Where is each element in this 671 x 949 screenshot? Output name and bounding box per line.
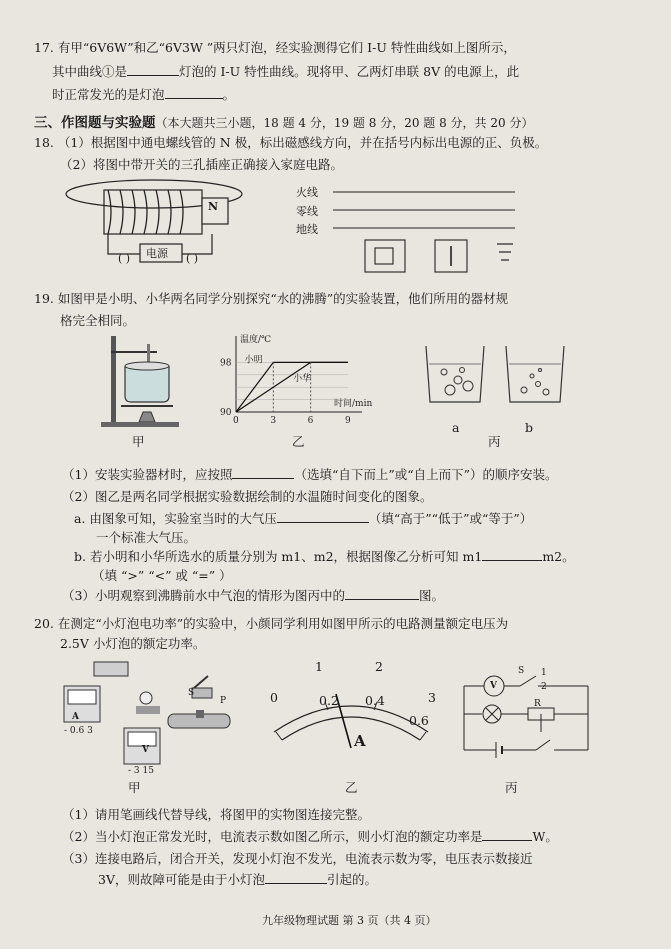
left-bracket[interactable]: ( ) <box>118 252 131 265</box>
q18-line2: （2）将图中带开关的三孔插座正确接入家庭电路。 <box>60 157 343 172</box>
q19-sub2: （2）图乙是两名同学根据实验数据绘制的水温随时间变化的图象。 <box>62 489 433 504</box>
q20-sub2: （2）当小灯泡正常发光时，电流表示数如图乙所示，则小灯泡的额定功率是 W。 <box>62 829 558 844</box>
section3-heading: 三、作图题与实验题（本大题共三小题，18 题 4 分，19 题 8 分，20 题 8 分，共 20 分） <box>34 115 534 131</box>
chart-ytick-0: 90 <box>220 408 232 418</box>
boiling-apparatus <box>95 330 185 430</box>
fig20-yi-label: 乙 <box>345 780 358 795</box>
voltmeter-terminals: - 3 15 <box>128 766 154 776</box>
q19-sub3: （3）小明观察到沸腾前水中气泡的情形为图丙中的 图。 <box>62 588 444 603</box>
q17-blank2[interactable] <box>165 86 223 99</box>
wire-fire-label: 火线 <box>296 186 318 199</box>
voltmeter-symbol: V <box>142 745 149 755</box>
ammeter-terminals: - 0.6 3 <box>64 726 93 736</box>
power-source-label: 电源 <box>146 247 168 260</box>
circuit-schematic <box>458 660 608 770</box>
fig19-a-label: a <box>452 420 460 435</box>
beakers-figure <box>420 340 570 415</box>
q19-line1: 19. 如图甲是小明、小华两名同学分别探究“水的沸腾”的实验装置，他们所用的器材规 <box>34 291 509 306</box>
circuit-two-label: 2 <box>541 682 547 692</box>
scale-top-1: 1 <box>315 659 323 674</box>
right-bracket[interactable]: ( ) <box>186 252 199 265</box>
q19-line2: 格完全相同。 <box>60 313 136 328</box>
q20-sub3: （3）连接电路后，闭合开关，发现小灯泡不发光，电流表示数为零，电压表示数接近 <box>62 851 533 866</box>
q18-line1: 18. （1）根据图中通电螺线管的 N 极，标出磁感线方向，并在括号内标出电源的正、负极。 <box>34 135 548 150</box>
magnet-n-label: N <box>208 200 219 213</box>
q19-blank-pressure[interactable] <box>277 510 369 523</box>
scale-bottom-04: 0.4 <box>365 693 385 708</box>
wire-zero-label: 零线 <box>296 205 318 218</box>
fig19-yi-label: 乙 <box>292 434 305 449</box>
ammeter-dial <box>256 660 446 750</box>
switch-s-label: S <box>188 688 195 698</box>
scale-top-3: 3 <box>428 690 436 705</box>
q20-line2: 2.5V 小灯泡的额定功率。 <box>60 636 206 651</box>
q19-blank-bubbles[interactable] <box>345 587 419 600</box>
fig19-jia-label: 甲 <box>132 434 145 449</box>
chart-xtick-1: 3 <box>270 416 277 426</box>
q19-blank-mass[interactable] <box>482 548 542 561</box>
fig20-jia-label: 甲 <box>128 780 141 795</box>
q17-line1: 17. 有甲“6V6W”和乙“6V3W ”两只灯泡，经实验测得它们 I-U 特性曲线如上图所示， <box>34 40 516 55</box>
q20-blank-power[interactable] <box>482 828 532 841</box>
q19-sub1: （1）安装实验器材时，应按照 （选填“自下而上”或“自上而下”）的顺序安装。 <box>62 467 558 482</box>
scale-bottom-06: 0.6 <box>409 713 429 728</box>
q20-sub3-cont: 3V，则故障可能是由于小灯泡 引起的。 <box>98 872 377 887</box>
wire-ground-label: 地线 <box>296 223 318 236</box>
q19-blank-order[interactable] <box>232 466 294 479</box>
temperature-chart <box>218 332 378 427</box>
chart-y-label: 温度/℃ <box>240 335 272 345</box>
q20-line1: 20. 在测定“小灯泡电功率”的实验中，小颜同学利用如图甲所示的电路测量额定电压为 <box>34 616 509 631</box>
fig19-bing-label: 丙 <box>488 434 501 449</box>
chart-x-label: 时间/min <box>334 399 373 409</box>
chart-xtick-3: 9 <box>345 416 351 426</box>
chart-label-ming: 小明 <box>244 355 263 366</box>
chart-xtick-2: 6 <box>307 416 314 426</box>
slider-p-label: P <box>220 696 227 706</box>
circuit-v-symbol: V <box>490 681 497 691</box>
q20-blank-fault[interactable] <box>265 871 327 884</box>
physical-circuit-figure <box>56 658 236 773</box>
q20-sub1: （1）请用笔画线代替导线，将图甲的实物图连接完整。 <box>62 807 370 822</box>
q17-line2: 其中曲线①是 灯泡的 I-U 特性曲线。现将甲、乙两灯串联 8V 的电源上，此 <box>52 64 520 79</box>
wiring-figure <box>325 182 525 277</box>
ammeter-symbol: A <box>72 712 79 722</box>
chart-label-hua: 小华 <box>293 374 312 385</box>
q19-sub2b: b. 若小明和小华所选水的质量分别为 m1、m2，根据图像乙分析可知 m1 m2。 <box>74 549 575 564</box>
q17-line3: 时正常发光的是灯泡 。 <box>52 87 236 102</box>
fig19-b-label: b <box>525 420 534 435</box>
chart-xtick-0: 0 <box>233 416 239 426</box>
q17-blank1[interactable] <box>127 63 179 76</box>
scale-bottom-02: 0.2 <box>319 693 339 708</box>
fig20-bing-label: 丙 <box>505 780 518 795</box>
chart-ytick-1: 98 <box>220 358 232 369</box>
q19-sub2a: a. 由图象可知，实验室当时的大气压 （填“高于”“低于”或“等于”） <box>74 511 533 526</box>
circuit-r-label: R <box>534 699 541 709</box>
q19-sub2b-cont: （填 “>” “<” 或 “=” ） <box>92 568 232 583</box>
circuit-one-label: 1 <box>541 668 547 678</box>
page-footer: 九年级物理试题 第 3 页（共 4 页） <box>262 914 437 927</box>
scale-top-0: 0 <box>270 690 278 705</box>
q19-sub2a-cont: 一个标准大气压。 <box>96 530 197 545</box>
circuit-s-label: S <box>518 666 525 676</box>
scale-top-2: 2 <box>375 659 383 674</box>
meter-unit-a: A <box>354 732 366 750</box>
